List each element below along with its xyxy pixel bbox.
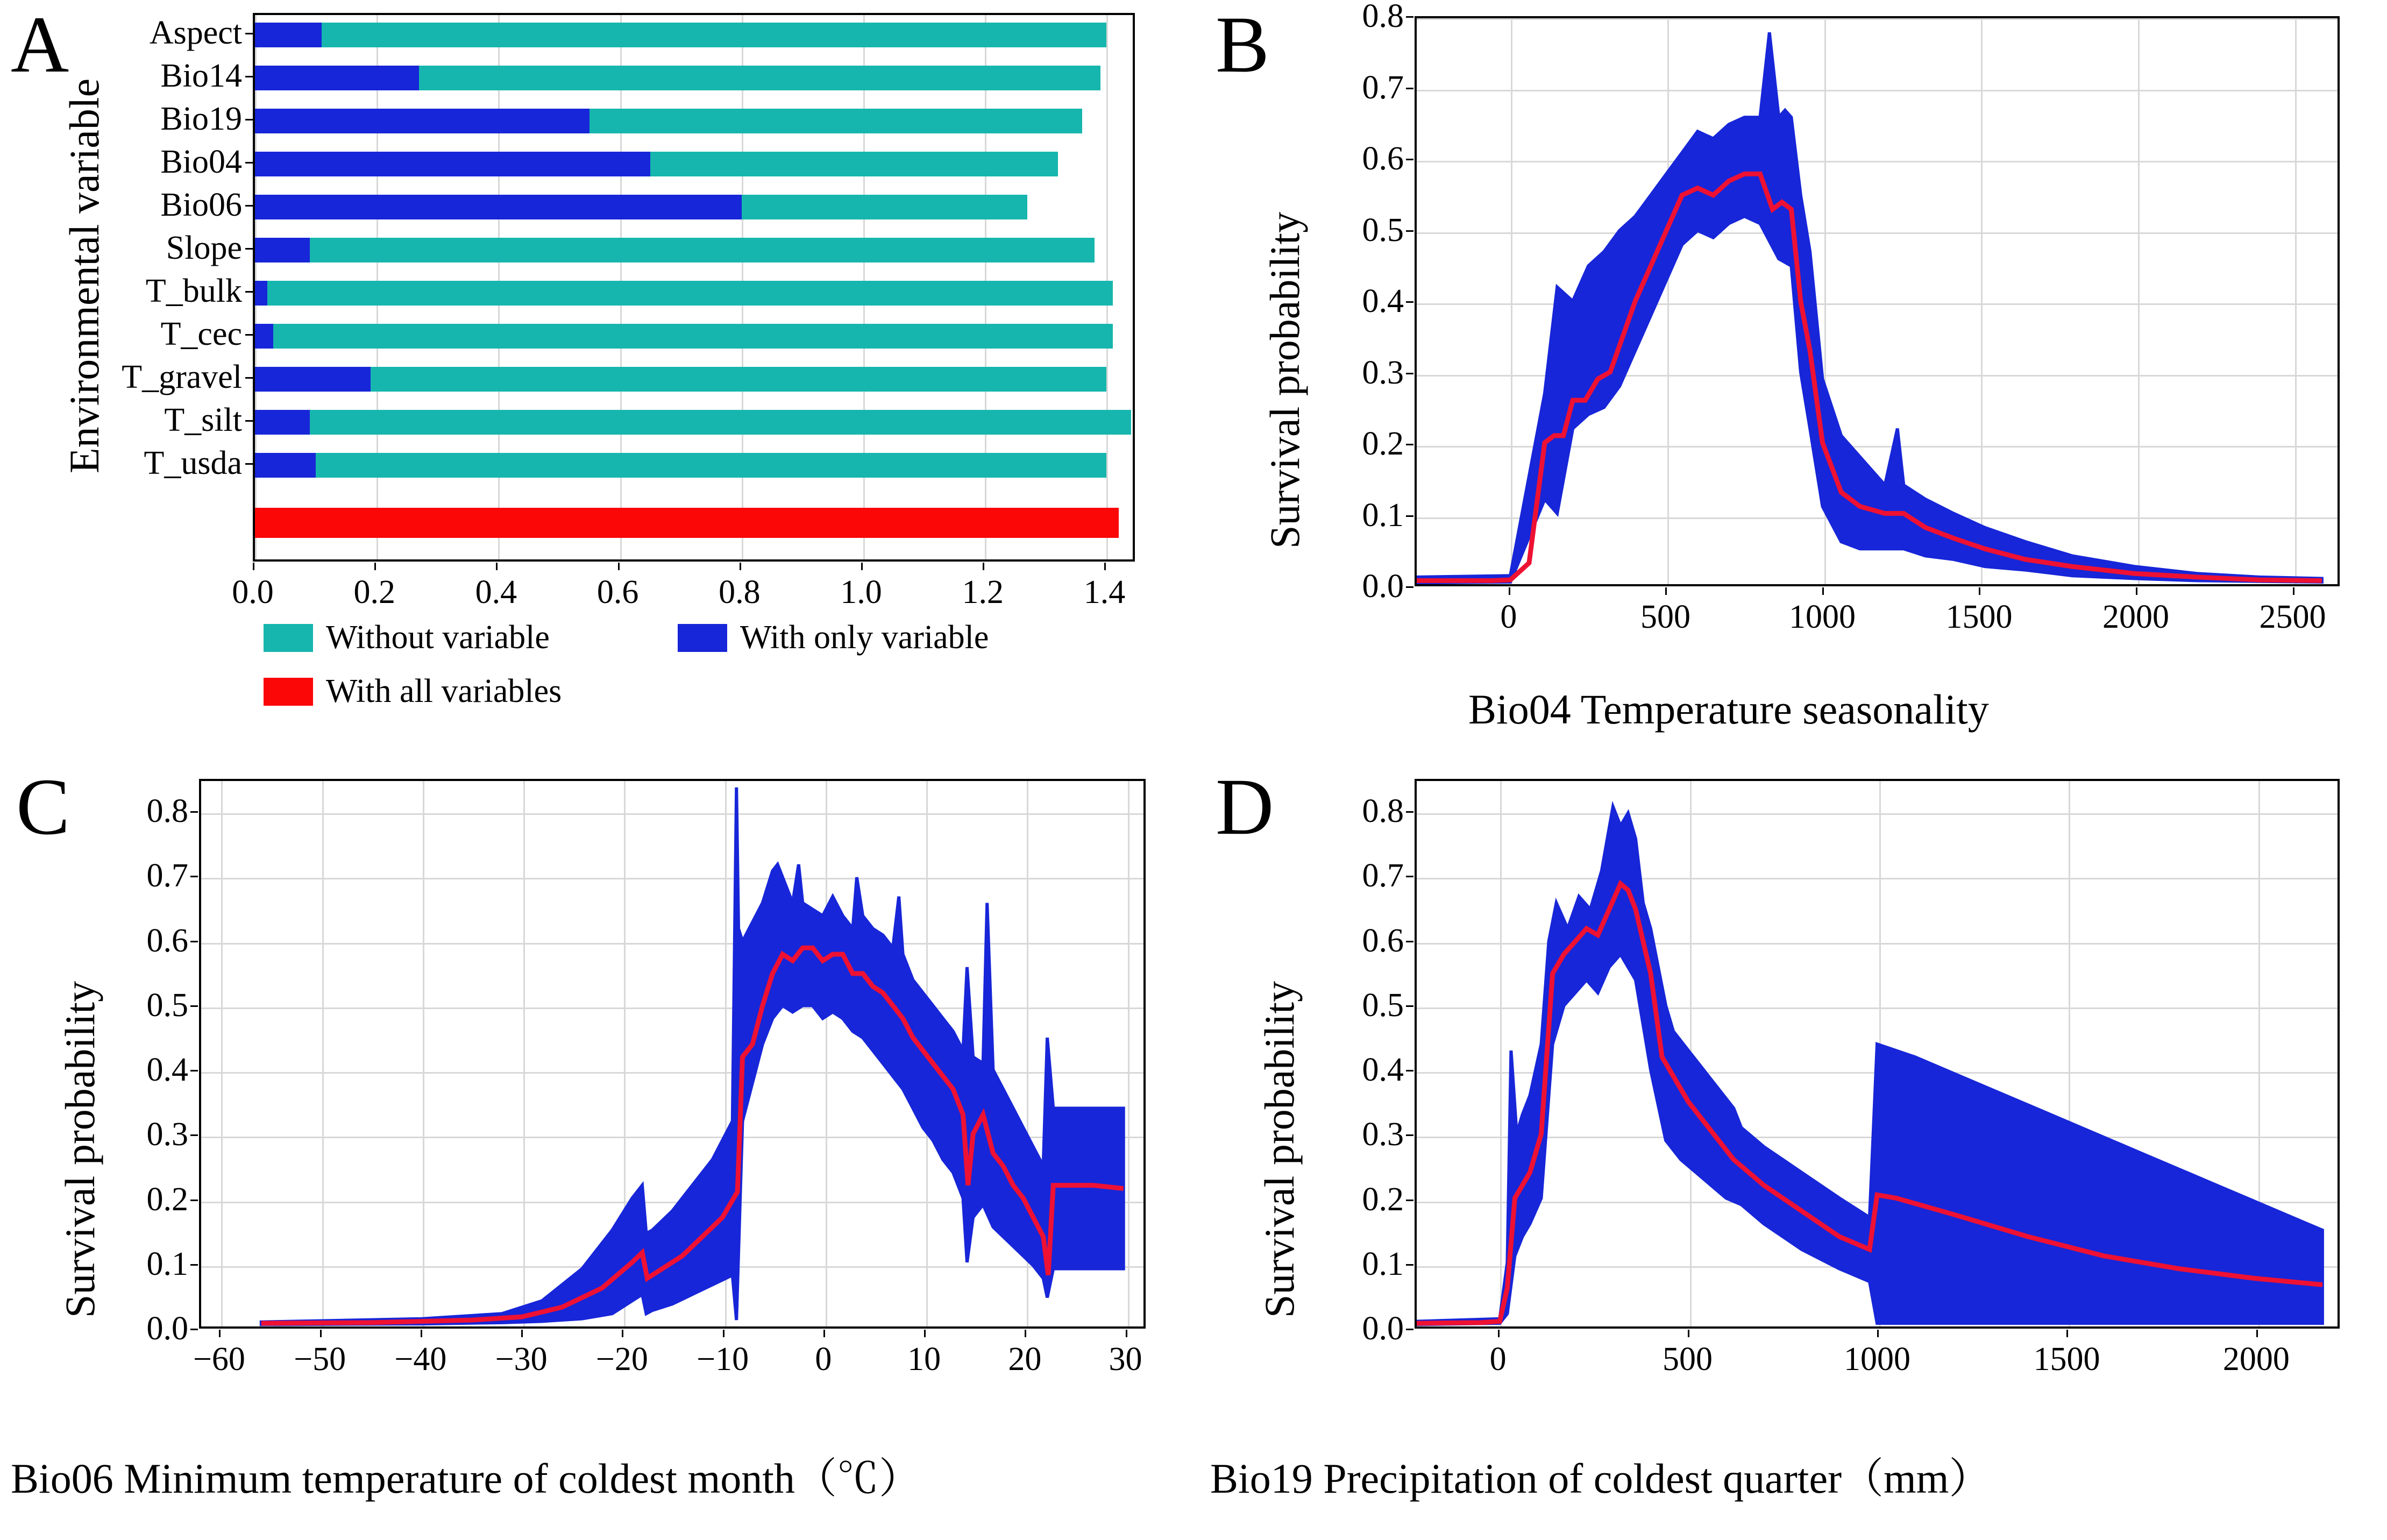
panel-b-letter: B [1216, 0, 1270, 89]
xtick-mark [861, 563, 863, 570]
xtick-label: 1000 [1788, 599, 1856, 635]
panel-a-letter: A [11, 0, 69, 89]
ytick-label: 0.2 [146, 1181, 188, 1218]
xtick-mark [2293, 587, 2294, 595]
xtick-label: −20 [595, 1341, 648, 1378]
panel-c-letter: C [16, 762, 70, 851]
xtick-label: 0 [815, 1341, 832, 1378]
legend-label-without-variable: Without variable [326, 619, 550, 656]
bar-with-only-variable [255, 238, 310, 262]
ytick-label: 0.3 [1362, 1116, 1404, 1153]
ytick-label: 0.3 [1362, 354, 1404, 391]
table-row [255, 281, 1135, 306]
ytick-mark [1406, 811, 1413, 813]
panel-b-curve [1417, 18, 2338, 584]
bar-with-only-variable [255, 23, 322, 47]
bar-without-variable [255, 23, 1106, 47]
ytick-mark [245, 205, 253, 207]
ytick-label: 0.7 [1362, 69, 1404, 106]
xtick-mark [421, 1330, 422, 1337]
xtick-label: 1500 [1945, 599, 2013, 635]
ytick-mark [245, 248, 253, 250]
legend-item-with-only-variable [678, 619, 989, 657]
xtick-label: 0.0 [232, 574, 274, 611]
ytick-mark [1406, 1200, 1413, 1201]
ytick-label: 0.2 [1362, 425, 1404, 462]
bar-with-only-variable [255, 453, 316, 478]
bar-with-only-variable [255, 152, 650, 176]
panel-c-ylabel: Survival probability [56, 981, 103, 1318]
xtick-label: −30 [495, 1341, 548, 1378]
ytick-label: 0.4 [1362, 283, 1404, 320]
ytick-mark [1406, 444, 1413, 445]
table-row [255, 324, 1135, 349]
panel-d-ylabel: Survival probability [1256, 981, 1303, 1318]
xtick-label: 30 [1109, 1341, 1142, 1378]
ytick-mark [245, 162, 253, 164]
ytick-mark [1406, 1329, 1413, 1330]
xtick-label: 0 [1500, 599, 1517, 635]
ytick-mark [245, 33, 253, 34]
ytick-mark [190, 1264, 198, 1266]
panel-b [1199, 0, 2387, 753]
xtick-label: 1500 [2033, 1341, 2100, 1378]
xtick-mark [1498, 1330, 1500, 1337]
ytick-label: 0.8 [1362, 793, 1404, 830]
ytick-label: 0.0 [1362, 568, 1404, 605]
table-row [255, 410, 1135, 435]
ytick-mark [190, 876, 198, 877]
legend-label-with-only-variable: With only variable [740, 619, 989, 656]
category-label: Bio06 [160, 187, 242, 223]
bar-without-variable [255, 238, 1095, 262]
table-row [255, 453, 1135, 478]
ytick-label: 0.3 [146, 1116, 188, 1153]
panel-a-ylabel: Environmental variable [61, 78, 108, 473]
xtick-mark [740, 563, 741, 570]
ytick-mark [1406, 941, 1413, 942]
xtick-label: −10 [697, 1341, 749, 1378]
xtick-label: 2000 [2222, 1341, 2290, 1378]
panel-d-xlabel: Bio19 Precipitation of coldest quarter（mm） [1210, 1455, 1991, 1502]
xtick-label: 0.8 [719, 574, 761, 611]
xtick-mark [2256, 1330, 2258, 1337]
xtick-label: 0.4 [475, 574, 517, 611]
ytick-mark [1406, 1134, 1413, 1136]
ytick-label: 0.6 [146, 922, 188, 959]
xtick-label: −40 [394, 1341, 447, 1378]
bar-with-only-variable [255, 281, 267, 306]
xtick-mark [723, 1330, 724, 1337]
bar-with-only-variable [255, 66, 419, 90]
ytick-label: 0.5 [1362, 211, 1404, 249]
panel-c-curve [201, 781, 1143, 1326]
legend-swatch-blue [678, 624, 727, 652]
table-row [255, 23, 1135, 47]
category-label: Bio04 [160, 144, 242, 180]
category-label: T_usda [144, 445, 242, 481]
category-label: T_gravel [122, 359, 242, 395]
ytick-mark [1406, 876, 1413, 877]
category-label: T_bulk [145, 273, 242, 309]
ytick-label: 0.0 [146, 1310, 188, 1347]
bar-with-only-variable [255, 109, 589, 133]
ytick-mark [190, 1200, 198, 1201]
xtick-mark [618, 563, 620, 570]
category-label: T_cec [160, 316, 242, 352]
xtick-label: 500 [1663, 1341, 1713, 1378]
panel-c [0, 753, 1199, 1540]
table-row [255, 66, 1135, 90]
category-label: Bio19 [160, 101, 242, 137]
ytick-mark [1406, 230, 1413, 232]
bar-without-variable [255, 410, 1131, 435]
legend-swatch-teal [264, 624, 313, 652]
ytick-label: 0.4 [1362, 1052, 1404, 1089]
xtick-label: 0 [1489, 1341, 1507, 1378]
category-label: T_silt [164, 402, 242, 438]
xtick-label: 20 [1008, 1341, 1042, 1378]
ytick-mark [1406, 16, 1413, 18]
xtick-label: −50 [294, 1341, 346, 1378]
bar-without-variable [255, 367, 1106, 392]
bar-with-only-variable [255, 195, 742, 219]
ytick-mark [1406, 1070, 1413, 1071]
legend-label-with-all-variables: With all variables [326, 673, 562, 709]
ytick-mark [245, 377, 253, 379]
xtick-label: 2000 [2102, 599, 2170, 635]
category-label: Aspect [149, 15, 242, 51]
ytick-mark [245, 291, 253, 293]
ytick-label: 0.5 [1362, 987, 1404, 1024]
ytick-mark [1406, 515, 1413, 517]
ytick-mark [1406, 373, 1413, 374]
ytick-label: 0.8 [146, 793, 188, 830]
xtick-mark [924, 1330, 926, 1337]
xtick-mark [1126, 1330, 1127, 1337]
ytick-mark [245, 463, 253, 465]
panel-b-xlabel: Bio04 Temperature seasonality [1468, 686, 1989, 733]
xtick-mark [2136, 587, 2137, 595]
legend-item-without-variable [264, 619, 550, 657]
ytick-label: 0.5 [146, 987, 188, 1024]
xtick-mark [1025, 1330, 1026, 1337]
xtick-label: −60 [193, 1341, 245, 1378]
ytick-label: 0.7 [146, 857, 188, 895]
xtick-mark [983, 563, 984, 570]
bar-with-only-variable [255, 324, 273, 349]
ytick-mark [245, 76, 253, 77]
xtick-mark [1688, 1330, 1689, 1337]
confidence-band [1417, 32, 2322, 583]
ytick-mark [190, 1070, 198, 1071]
xtick-label: 500 [1640, 599, 1690, 635]
panel-d-plot [1415, 779, 2340, 1329]
xtick-mark [2066, 1330, 2068, 1337]
xtick-mark [622, 1330, 623, 1337]
panel-a [0, 0, 1199, 753]
xtick-label: 10 [907, 1341, 941, 1378]
xtick-mark [1665, 587, 1667, 595]
ytick-mark [245, 420, 253, 422]
xtick-mark [320, 1330, 322, 1337]
category-label: Slope [166, 230, 242, 266]
ytick-mark [190, 1005, 198, 1007]
ytick-mark [190, 941, 198, 942]
table-row [255, 109, 1135, 133]
bar-with-all-variables [255, 508, 1119, 538]
panel-a-plot [253, 13, 1135, 562]
xtick-mark [496, 563, 498, 570]
table-row [255, 152, 1135, 176]
ytick-label: 0.7 [1362, 857, 1404, 895]
ytick-label: 0.6 [1362, 140, 1404, 177]
ytick-mark [1406, 586, 1413, 588]
xtick-mark [823, 1330, 825, 1337]
xtick-mark [219, 1330, 221, 1337]
panel-c-xlabel: Bio06 Minimum temperature of coldest month（℃） [11, 1455, 921, 1502]
xtick-label: 0.6 [596, 574, 639, 611]
ytick-mark [1406, 1005, 1413, 1007]
xtick-mark [1877, 1330, 1879, 1337]
ytick-label: 0.1 [146, 1245, 188, 1282]
legend-swatch-red [264, 678, 313, 706]
panel-d [1199, 753, 2387, 1540]
bar-with-only-variable [255, 410, 310, 435]
xtick-mark [1104, 563, 1106, 570]
ytick-mark [1406, 159, 1413, 160]
ytick-mark [190, 811, 198, 813]
ytick-mark [245, 334, 253, 336]
xtick-label: 1.2 [962, 574, 1004, 611]
ytick-label: 0.1 [1362, 1245, 1404, 1282]
legend-item-with-all-variables [264, 672, 562, 711]
ytick-mark [1406, 1264, 1413, 1266]
ytick-label: 0.8 [1362, 0, 1404, 34]
table-row [255, 195, 1135, 219]
table-row [255, 367, 1135, 392]
xtick-mark [1822, 587, 1824, 595]
xtick-mark [521, 1330, 523, 1337]
bar-without-variable [255, 281, 1113, 306]
panel-a-legend [253, 619, 1167, 726]
ytick-label: 0.4 [146, 1052, 188, 1089]
bar-without-variable [255, 453, 1106, 478]
ytick-mark [190, 1329, 198, 1330]
xtick-label: 1.0 [840, 574, 882, 611]
xtick-label: 2500 [2259, 599, 2326, 635]
panel-d-curve [1417, 781, 2338, 1326]
xtick-mark [253, 563, 254, 570]
ytick-label: 0.0 [1362, 1310, 1404, 1347]
ytick-mark [1406, 301, 1413, 303]
ytick-label: 0.2 [1362, 1181, 1404, 1218]
xtick-label: 0.2 [353, 574, 395, 611]
ytick-mark [245, 119, 253, 120]
panel-d-letter: D [1216, 762, 1274, 851]
ytick-label: 0.6 [1362, 922, 1404, 959]
ytick-mark [190, 1134, 198, 1136]
bar-with-only-variable [255, 367, 371, 392]
bar-without-variable [255, 324, 1113, 349]
ytick-mark [1406, 88, 1413, 89]
panel-b-ylabel: Survival probability [1261, 211, 1308, 549]
table-row [255, 238, 1135, 262]
xtick-mark [374, 563, 376, 570]
xtick-label: 1.4 [1083, 574, 1126, 611]
xtick-label: 1000 [1844, 1341, 1910, 1378]
ytick-label: 0.1 [1362, 496, 1404, 534]
panel-b-plot [1415, 16, 2340, 586]
xtick-mark [1509, 587, 1510, 595]
xtick-mark [1979, 587, 1980, 595]
panel-c-plot [199, 779, 1146, 1329]
category-label: Bio14 [160, 58, 242, 94]
